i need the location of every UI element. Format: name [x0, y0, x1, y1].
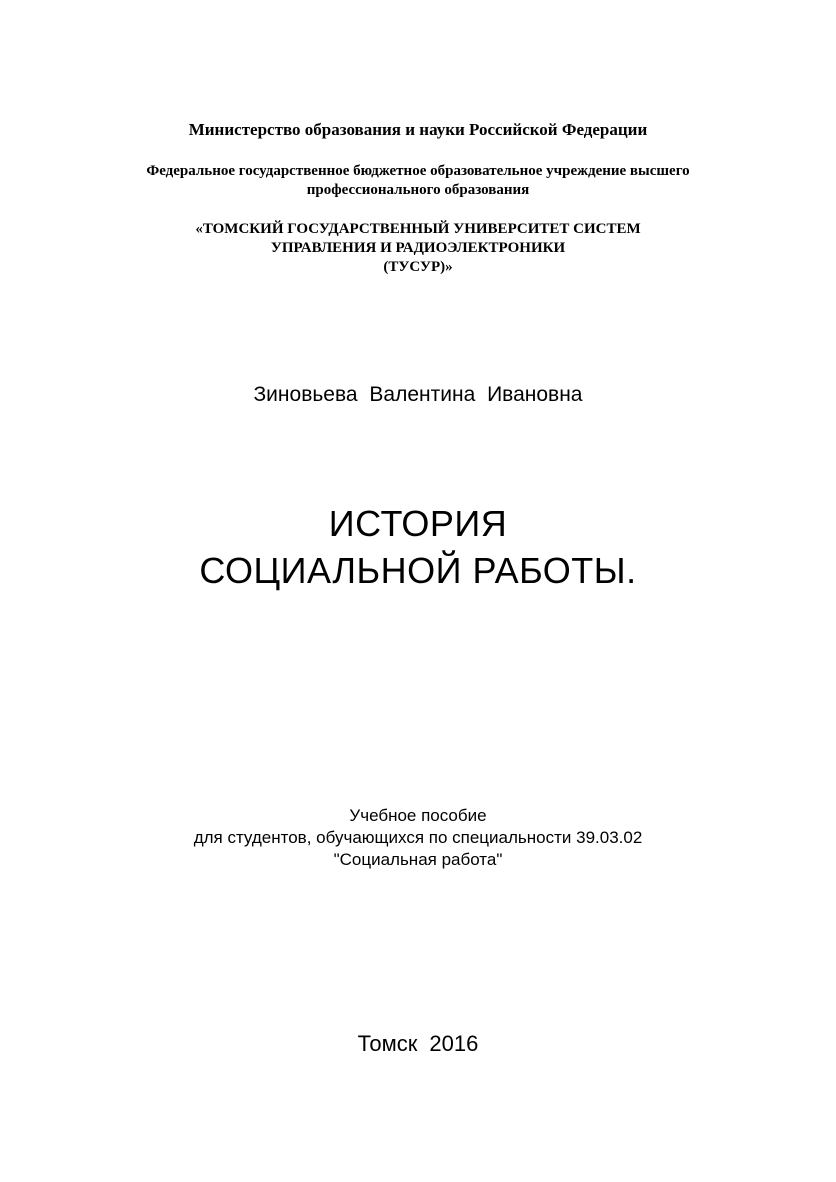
- university-line-3: (ТУСУР)»: [383, 259, 453, 275]
- university-line-1: «ТОМСКИЙ ГОСУДАРСТВЕННЫЙ УНИВЕРСИТЕТ СИСТЕМ: [195, 221, 641, 237]
- book-subtitle: [0, 805, 836, 871]
- city-year: Томск 2016: [357, 1031, 479, 1056]
- institution-heading: [0, 162, 836, 200]
- institution-line-1: Федеральное государственное бюджетное образовательное учреждение высшего: [146, 163, 690, 179]
- university-line-2: УПРАВЛЕНИЯ И РАДИОЭЛЕКТРОНИКИ: [270, 240, 566, 256]
- book-title-line-2: СОЦИАЛЬНОЙ РАБОТЫ.: [199, 550, 637, 591]
- author-name: Зиновьева Валентина Ивановна: [253, 383, 583, 406]
- university-heading: [0, 220, 836, 277]
- book-title-line-1: ИСТОРИЯ: [328, 503, 508, 544]
- subtitle-line-1: Учебное пособие: [349, 806, 487, 825]
- subtitle-line-3: "Социальная работа": [333, 850, 503, 869]
- book-title: [0, 500, 836, 594]
- subtitle-line-2: для студентов, обучающихся по специальности 39.03.02: [193, 828, 643, 847]
- ministry-heading: Министерство образования и науки Российской Федерации: [188, 120, 648, 139]
- institution-line-2: профессионального образования: [306, 182, 530, 198]
